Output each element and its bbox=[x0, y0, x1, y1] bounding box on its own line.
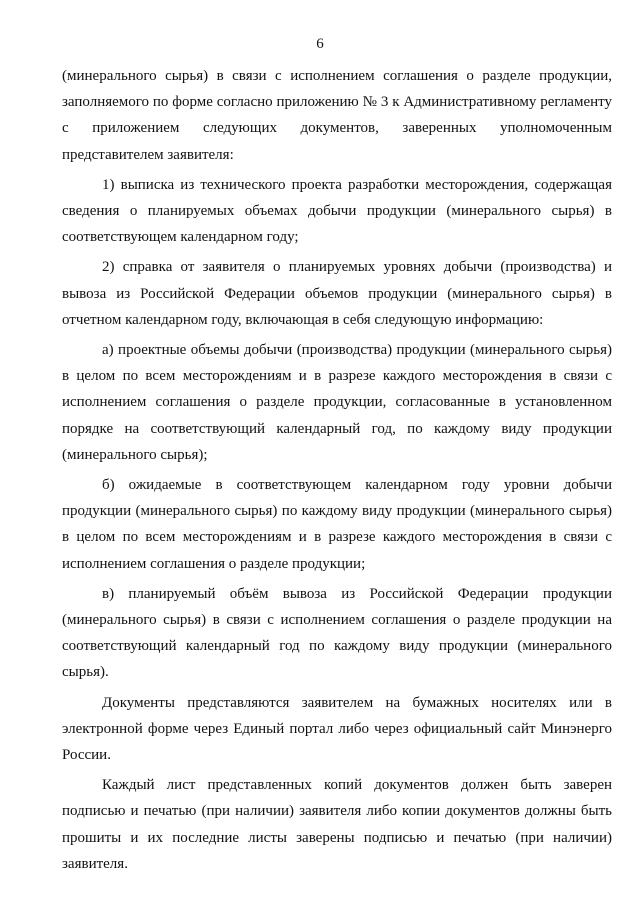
paragraph-item-1: 1) выписка из технического проекта разработки месторождения, содержащая сведения о планируемых объемах добычи продукции (минерального сырья) в соответствующем календарном году; bbox=[62, 176, 612, 246]
page-number: 6 bbox=[316, 36, 324, 52]
document-body bbox=[62, 63, 612, 877]
paragraph-subitem-b: б) ожидаемые в соответствующем календарном году уровни добычи продукции (минерального сырья) по каждому виду продукции (минерального сырья) в целом по всем месторождениям и в разрезе каждого месторождения в связи с исполнением соглашения о разделе продукции; bbox=[62, 477, 612, 572]
paragraph-subitem-a: а) проектные объемы добычи (производства) продукции (минерального сырья) в целом по всем месторождениям и в разрезе каждого месторождения в связи с исполнением соглашения о разделе продукции, согласованные в установленном порядке на соответствующий календарный год, по каждому виду продукции (минерального сырья); bbox=[62, 342, 612, 463]
paragraph-item-2: 2) справка от заявителя о планируемых уровнях добычи (производства) и вывоза из Российской Федерации объемов продукции (минерального сырья) в отчетном календарном году, включающая в себя следующую информацию: bbox=[62, 259, 612, 328]
paragraph-subitem-v: в) планируемый объём вывоза из Российской Федерации продукции (минерального сырья) в связи с исполнением соглашения о разделе продукции на соответствующий календарный год по каждому виду продукции (минерального сырья). bbox=[62, 585, 612, 681]
paragraph-certification: Каждый лист представленных копий документов должен быть заверен подписью и печатью (при наличии) заявителя либо копии документов должны быть прошиты и их последние листы заверены подписью и печатью (при наличии) заявителя. bbox=[62, 777, 612, 872]
paragraph-continuation: (минерального сырья) в связи с исполнением соглашения о разделе продукции, заполняемого по форме согласно приложению № 3 к Административному регламенту с приложением следующих документов, заверенных уполномоченным представителем заявителя: bbox=[62, 68, 612, 163]
paragraph-submission-methods: Документы представляются заявителем на бумажных носителях или в электронной форме через Единый портал либо через официальный сайт Минэнерго России. bbox=[62, 694, 612, 764]
